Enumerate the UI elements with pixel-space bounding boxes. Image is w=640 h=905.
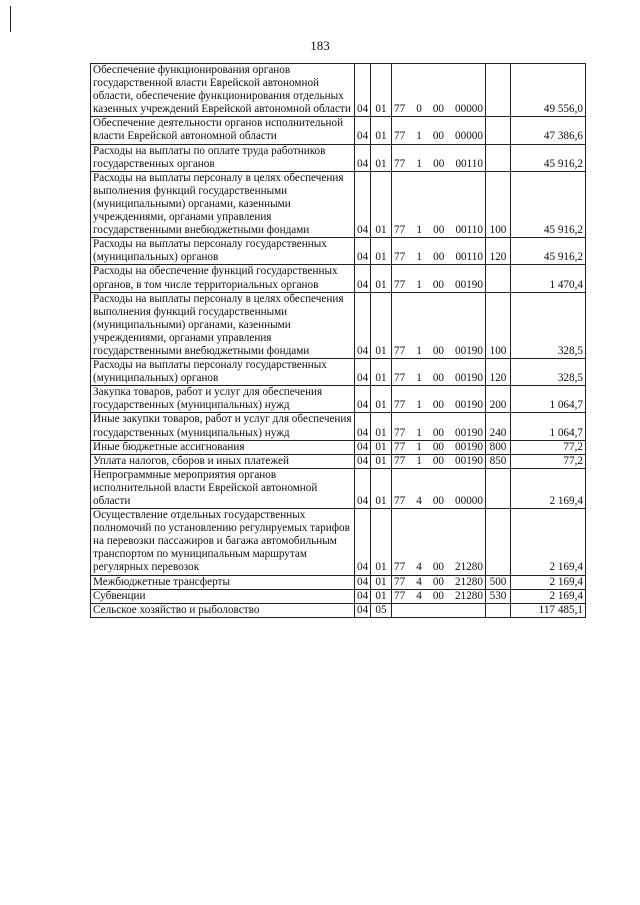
- target-article-parts: [394, 455, 483, 468]
- target-article-part: 00110: [455, 224, 483, 237]
- row-amount: 1 064,7: [511, 413, 586, 440]
- row-target-article: [392, 575, 486, 589]
- row-section-code: 04: [355, 440, 371, 454]
- row-expense-type: [486, 509, 511, 575]
- table-row: [91, 413, 586, 440]
- target-article-part: 77: [394, 495, 406, 507]
- table-row: [91, 359, 586, 386]
- row-target-article: [392, 359, 486, 386]
- target-article-part: 00110: [455, 251, 483, 264]
- row-section-code: 04: [355, 144, 371, 171]
- row-name: Субвенции: [91, 589, 355, 603]
- table-row: [91, 440, 586, 454]
- target-article-part: 00: [433, 224, 445, 237]
- row-subsection-code: 01: [371, 509, 392, 575]
- row-name: Закупка товаров, работ и услуг для обеспечения государственных (муниципальных) нужд: [91, 386, 355, 413]
- row-expense-type: 100: [486, 171, 511, 237]
- target-article-parts: [394, 441, 483, 454]
- table-row: [91, 454, 586, 468]
- target-article-parts: [394, 279, 483, 292]
- target-article-part: 00: [432, 426, 444, 439]
- row-expense-type: 120: [486, 359, 511, 386]
- row-name: Расходы на выплаты по оплате труда работников государственных органов: [91, 144, 355, 171]
- target-article-part: 00: [432, 130, 444, 143]
- row-section-code: 04: [355, 292, 371, 358]
- row-expense-type: 240: [486, 413, 511, 440]
- table-row: [91, 265, 586, 292]
- row-section-code: 04: [355, 117, 371, 144]
- target-article-part: 00: [433, 251, 445, 264]
- row-subsection-code: 01: [371, 171, 392, 237]
- row-expense-type: [486, 64, 511, 117]
- target-article-part: 1: [416, 454, 422, 467]
- table-row: [91, 386, 586, 413]
- row-amount: 77,2: [511, 440, 586, 454]
- target-article-part: 4: [416, 589, 422, 602]
- target-article-part: 00190: [455, 278, 483, 291]
- row-amount: 45 916,2: [511, 171, 586, 237]
- row-amount: 2 169,4: [511, 468, 586, 508]
- row-section-code: 04: [355, 468, 371, 508]
- row-name: Расходы на выплаты персоналу в целях обеспечения выполнения функций государственными (муниципальными) органами, казенными учреждениями, органами управления государственными внебюджетными фондами: [91, 171, 355, 237]
- row-expense-type: [486, 144, 511, 171]
- target-article-part: 77: [394, 278, 406, 291]
- target-article-part: 00190: [455, 344, 483, 357]
- target-article-part: 77: [394, 372, 406, 385]
- row-expense-type: 850: [486, 454, 511, 468]
- row-expense-type: 120: [486, 238, 511, 265]
- target-article-parts: [394, 561, 483, 574]
- target-article-parts: [394, 224, 483, 237]
- row-subsection-code: 01: [371, 575, 392, 589]
- target-article-parts: [394, 158, 483, 171]
- target-article-part: 77: [394, 224, 406, 237]
- table-row: [91, 117, 586, 144]
- table-row: [91, 575, 586, 589]
- row-amount: 77,2: [511, 454, 586, 468]
- row-subsection-code: 01: [371, 117, 392, 144]
- row-expense-type: [486, 603, 511, 617]
- row-section-code: 04: [355, 171, 371, 237]
- target-article-part: 77: [394, 157, 406, 170]
- budget-table: [90, 63, 586, 618]
- target-article-part: 77: [394, 251, 406, 264]
- row-section-code: 04: [355, 575, 371, 589]
- target-article-part: 77: [394, 440, 406, 453]
- target-article-part: 1: [416, 278, 422, 291]
- row-target-article: [392, 171, 486, 237]
- row-name: Сельское хозяйство и рыболовство: [91, 603, 355, 617]
- target-article-part: 1: [416, 399, 422, 412]
- row-expense-type: 530: [486, 589, 511, 603]
- table-row: [91, 64, 586, 117]
- row-name: Обеспечение деятельности органов исполнительной власти Еврейской автономной области: [91, 117, 355, 144]
- target-article-part: 00: [432, 454, 444, 467]
- margin-mark: [10, 6, 11, 32]
- row-amount: 2 169,4: [511, 575, 586, 589]
- table-row: [91, 603, 586, 617]
- row-target-article: [392, 144, 486, 171]
- row-section-code: 04: [355, 454, 371, 468]
- target-article-part: 00: [432, 440, 444, 453]
- target-article-part: 00000: [455, 103, 483, 116]
- row-subsection-code: 01: [371, 468, 392, 508]
- target-article-part: 1: [416, 224, 422, 237]
- row-expense-type: [486, 468, 511, 508]
- target-article-part: 0: [416, 103, 422, 116]
- row-amount: 1 064,7: [511, 386, 586, 413]
- row-subsection-code: 01: [371, 238, 392, 265]
- row-name: Расходы на выплаты персоналу государственных (муниципальных) органов: [91, 359, 355, 386]
- page-number: 183: [310, 38, 330, 53]
- row-expense-type: [486, 265, 511, 292]
- target-article-part: 77: [394, 561, 406, 574]
- target-article-part: 77: [394, 426, 406, 439]
- target-article-parts: [394, 495, 483, 508]
- target-article-part: 77: [394, 589, 406, 602]
- row-target-article: [392, 509, 486, 575]
- target-article-part: 21280: [455, 589, 483, 602]
- target-article-part: 21280: [455, 561, 483, 574]
- row-target-article: [392, 238, 486, 265]
- target-article-part: 77: [394, 454, 406, 467]
- row-amount: 45 916,2: [511, 144, 586, 171]
- row-section-code: 04: [355, 238, 371, 265]
- row-target-article: [392, 468, 486, 508]
- target-article-part: 00: [432, 399, 444, 412]
- target-article-part: 00: [432, 372, 444, 385]
- row-target-article: [392, 292, 486, 358]
- row-amount: 117 485,1: [511, 603, 586, 617]
- target-article-part: 77: [394, 575, 406, 588]
- table-row: [91, 509, 586, 575]
- table-row: [91, 468, 586, 508]
- target-article-part: 4: [416, 561, 422, 574]
- row-section-code: 04: [355, 64, 371, 117]
- target-article-part: 1: [416, 426, 422, 439]
- row-subsection-code: 01: [371, 454, 392, 468]
- row-name: Межбюджетные трансферты: [91, 575, 355, 589]
- row-target-article: [392, 589, 486, 603]
- row-section-code: 04: [355, 359, 371, 386]
- row-target-article: [392, 64, 486, 117]
- row-name: Осуществление отдельных государственных полномочий по установлению регулируемых тарифов на перевозки пассажиров и багажа автомобильным транспортом по муниципальным маршрутам регулярных перевозок: [91, 509, 355, 575]
- target-article-part: 4: [416, 495, 422, 507]
- row-expense-type: 100: [486, 292, 511, 358]
- target-article-parts: [394, 427, 483, 440]
- table-row: [91, 292, 586, 358]
- target-article-parts: [394, 372, 483, 385]
- row-target-article: [392, 440, 486, 454]
- row-subsection-code: 01: [371, 144, 392, 171]
- target-article-part: 00: [432, 278, 444, 291]
- target-article-part: 00: [432, 575, 444, 588]
- row-subsection-code: 01: [371, 64, 392, 117]
- row-expense-type: 800: [486, 440, 511, 454]
- row-expense-type: [486, 117, 511, 144]
- target-article-parts: [394, 399, 483, 412]
- row-subsection-code: 01: [371, 440, 392, 454]
- row-subsection-code: 05: [371, 603, 392, 617]
- row-subsection-code: 01: [371, 413, 392, 440]
- row-subsection-code: 01: [371, 589, 392, 603]
- target-article-part: 00: [433, 157, 445, 170]
- row-target-article: [392, 386, 486, 413]
- target-article-part: 77: [394, 344, 406, 357]
- row-target-article: [392, 603, 486, 617]
- target-article-part: 00110: [455, 157, 483, 170]
- target-article-part: 00: [432, 561, 444, 574]
- target-article-part: 00190: [455, 440, 483, 453]
- target-article-part: 00: [432, 495, 444, 507]
- table-row: [91, 144, 586, 171]
- row-name: Расходы на обеспечение функций государственных органов, в том числе территориальных органов: [91, 265, 355, 292]
- row-name: Иные закупки товаров, работ и услуг для обеспечения государственных (муниципальных) нужд: [91, 413, 355, 440]
- row-expense-type: 500: [486, 575, 511, 589]
- row-name: Обеспечение функционирования органов государственной власти Еврейской автономной области, обеспечение функционирования отдельных казенных учреждений Еврейской автономной области: [91, 64, 355, 117]
- target-article-part: 00190: [455, 372, 483, 385]
- row-section-code: 04: [355, 603, 371, 617]
- target-article-parts: [394, 345, 483, 358]
- target-article-part: 00: [432, 589, 444, 602]
- table-row: [91, 171, 586, 237]
- row-target-article: [392, 265, 486, 292]
- row-amount: 47 386,6: [511, 117, 586, 144]
- row-name: Расходы на выплаты персоналу государственных (муниципальных) органов: [91, 238, 355, 265]
- target-article-part: 1: [416, 251, 422, 264]
- target-article-parts: [394, 251, 483, 264]
- row-amount: 328,5: [511, 292, 586, 358]
- row-name: Иные бюджетные ассигнования: [91, 440, 355, 454]
- row-section-code: 04: [355, 386, 371, 413]
- target-article-parts: [394, 130, 483, 143]
- target-article-parts: [394, 576, 483, 589]
- row-name: Уплата налогов, сборов и иных платежей: [91, 454, 355, 468]
- row-expense-type: 200: [486, 386, 511, 413]
- target-article-part: 1: [416, 130, 422, 143]
- row-section-code: 04: [355, 589, 371, 603]
- row-section-code: 04: [355, 413, 371, 440]
- row-subsection-code: 01: [371, 386, 392, 413]
- target-article-parts: [394, 590, 483, 603]
- target-article-part: 1: [416, 344, 422, 357]
- row-amount: 2 169,4: [511, 589, 586, 603]
- target-article-part: 77: [394, 103, 406, 116]
- table-row: [91, 238, 586, 265]
- row-target-article: [392, 454, 486, 468]
- target-article-part: 00: [432, 344, 444, 357]
- target-article-part: 00190: [455, 454, 483, 467]
- row-target-article: [392, 413, 486, 440]
- table-row: [91, 589, 586, 603]
- target-article-parts: [394, 103, 483, 116]
- target-article-part: 21280: [455, 575, 483, 588]
- row-name: Расходы на выплаты персоналу в целях обеспечения выполнения функций государственными (муниципальными) органами, казенными учреждениями, органами управления государственными внебюджетными фондами: [91, 292, 355, 358]
- target-article-part: 77: [394, 399, 406, 412]
- target-article-part: 77: [394, 130, 406, 143]
- target-article-part: 4: [416, 575, 422, 588]
- row-amount: 2 169,4: [511, 509, 586, 575]
- row-section-code: 04: [355, 509, 371, 575]
- row-amount: 45 916,2: [511, 238, 586, 265]
- row-subsection-code: 01: [371, 265, 392, 292]
- row-amount: 49 556,0: [511, 64, 586, 117]
- row-name: Непрограммные мероприятия органов исполнительной власти Еврейской автономной области: [91, 468, 355, 508]
- budget-table-body: [91, 64, 586, 618]
- target-article-part: 00190: [455, 399, 483, 412]
- target-article-part: 1: [416, 372, 422, 385]
- row-amount: 328,5: [511, 359, 586, 386]
- target-article-part: 1: [416, 157, 422, 170]
- row-target-article: [392, 117, 486, 144]
- row-subsection-code: 01: [371, 292, 392, 358]
- row-subsection-code: 01: [371, 359, 392, 386]
- row-amount: 1 470,4: [511, 265, 586, 292]
- target-article-part: 00000: [455, 495, 483, 507]
- target-article-part: 00190: [455, 426, 483, 439]
- row-section-code: 04: [355, 265, 371, 292]
- target-article-part: 00000: [455, 130, 483, 143]
- target-article-part: 1: [416, 440, 422, 453]
- target-article-part: 00: [432, 103, 444, 116]
